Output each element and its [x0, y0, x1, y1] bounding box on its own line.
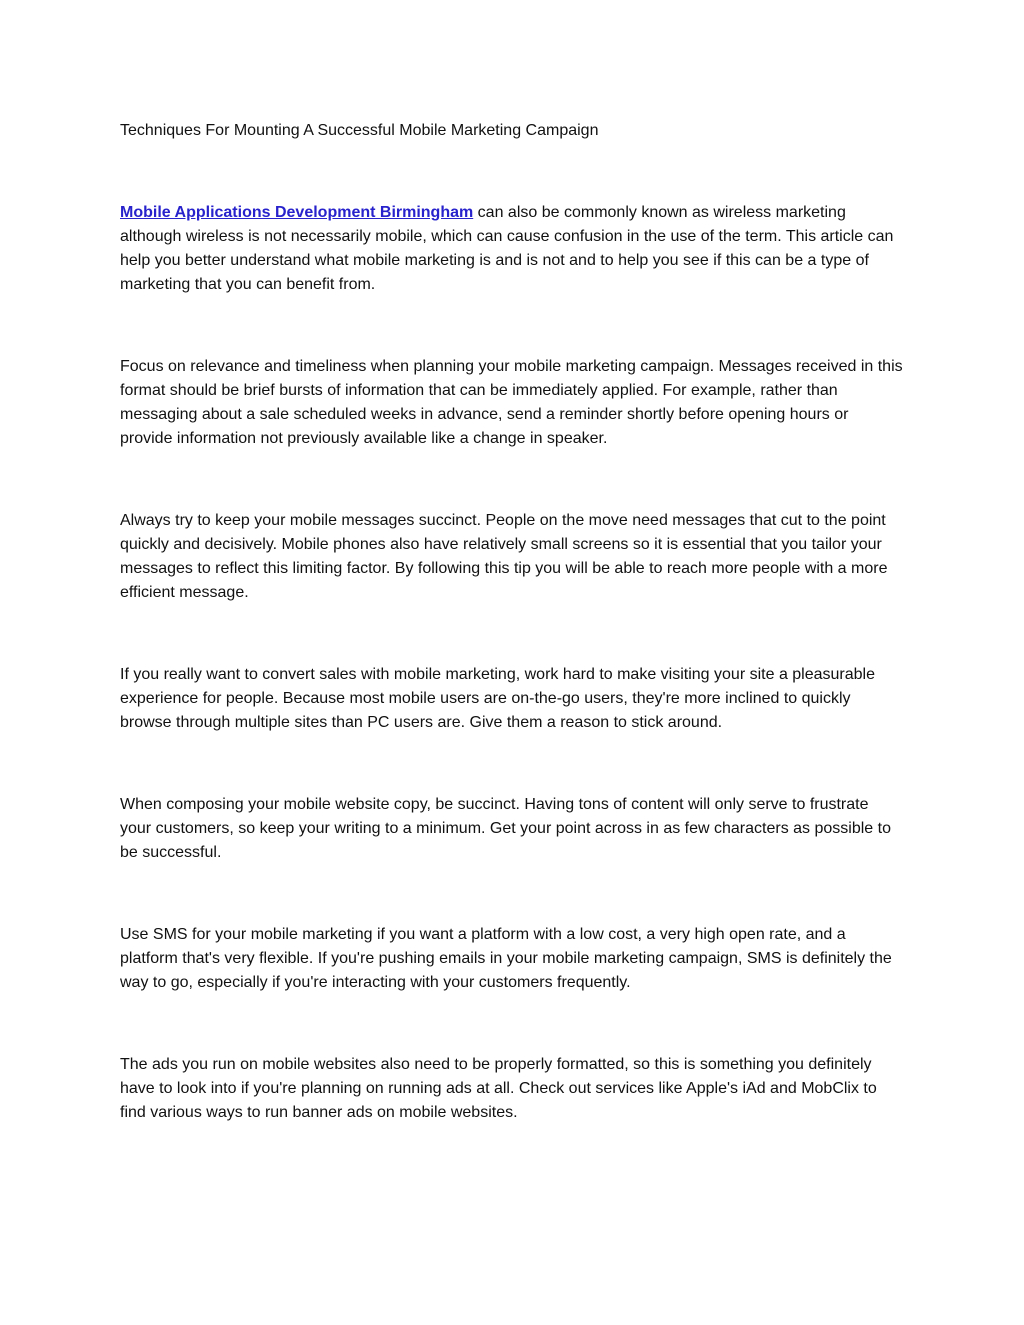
mobile-applications-development-birmingham-link[interactable]: Mobile Applications Development Birmingham	[120, 204, 474, 221]
paragraph-website-copy: When composing your mobile website copy, be succinct. Having tons of content will only serve to frustrate your customers, so keep your writing to a minimum. Get your point across in as few characters as possible to be successful.	[120, 796, 891, 861]
paragraph-use-sms: Use SMS for your mobile marketing if you want a platform with a low cost, a very high open rate, and a platform that's very flexible. If you're pushing emails in your mobile marketing campaign, SMS is definitely the way to go, especially if you're interacting with your customers frequently.	[120, 926, 892, 991]
paragraph-intro	[120, 201, 904, 297]
paragraph-succinct-messages: Always try to keep your mobile messages succinct. People on the move need messages that cut to the point quickly and decisively. Mobile phones also have relatively small screens so it is essential that you tailor your messages to reflect this limiting factor. By following this tip you will be able to reach more people with a more efficient message.	[120, 512, 888, 601]
paragraph-convert-sales: If you really want to convert sales with mobile marketing, work hard to make visiting your site a pleasurable experience for people. Because most mobile users are on-the-go users, they're more inclined to quickly browse through multiple sites than PC users are. Give them a reason to stick around.	[120, 666, 876, 731]
paragraph-intro-text: can also be commonly known as wireless marketing although wireless is not necessarily mobile, which can cause confusion in the use of the term. This article can help you better understand what mobile marketing is and is not and to help you see if this can be a type of marketing that you can benefit from.	[120, 204, 894, 293]
document-title: Techniques For Mounting A Successful Mobile Marketing Campaign	[120, 122, 599, 139]
paragraph-ad-formatting: The ads you run on mobile websites also need to be properly formatted, so this is something you definitely have to look into if you're planning on running ads at all. Check out services like Apple's iAd and MobClix to find various ways to run banner ads on mobile websites.	[120, 1056, 877, 1121]
paragraph-relevance-timeliness: Focus on relevance and timeliness when planning your mobile marketing campaign. Messages received in this format should be brief bursts of information that can be immediately applied. For example, rather than messaging about a sale scheduled weeks in advance, send a reminder shortly before opening hours or provide information not previously available like a change in speaker.	[120, 358, 903, 447]
